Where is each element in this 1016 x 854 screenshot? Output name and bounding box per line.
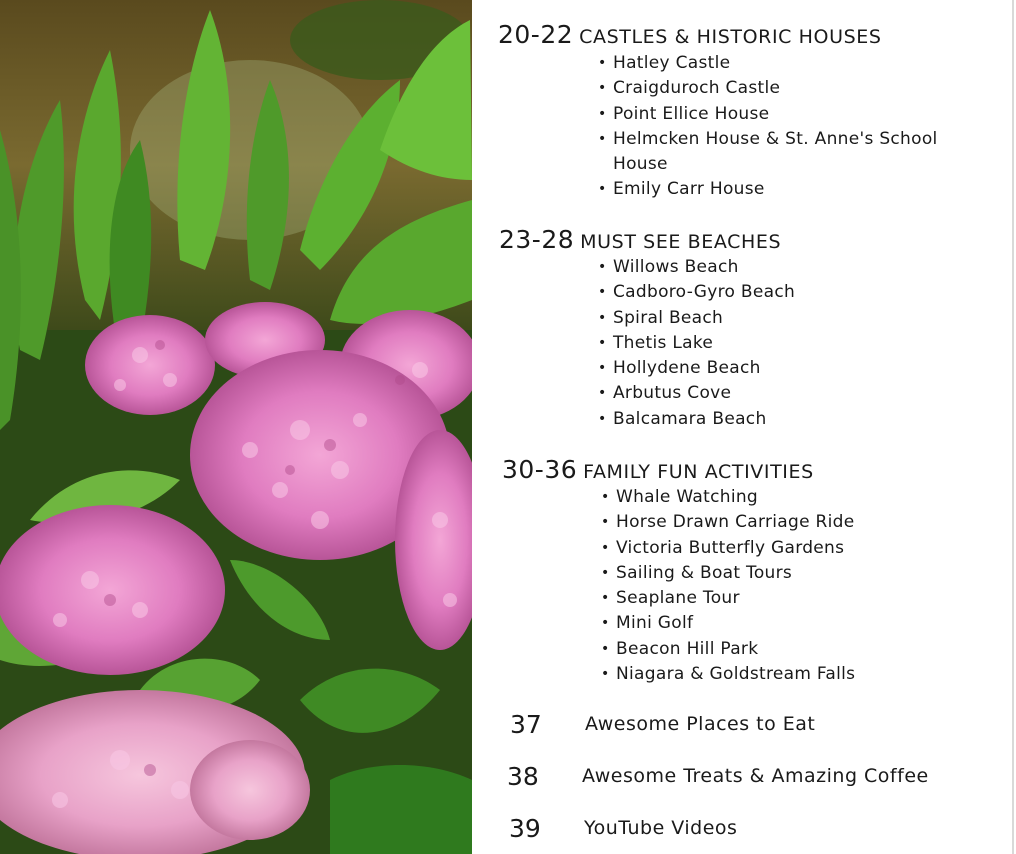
list-item: • Balcamara Beach	[598, 407, 938, 432]
section-heading	[502, 455, 814, 484]
section-title: FAMILY FUN ACTIVITIES	[583, 461, 814, 483]
list-item: • Point Ellice House	[598, 102, 938, 127]
section-title: CASTLES & HISTORIC HOUSES	[579, 26, 882, 48]
entry-page-number: 37	[510, 710, 542, 739]
toc-section-beaches	[499, 225, 781, 254]
beaches-list	[598, 255, 938, 432]
list-item: • Seaplane Tour	[601, 586, 941, 611]
list-item: • Whale Watching	[601, 485, 941, 510]
list-item: • Beacon Hill Park	[601, 637, 941, 662]
table-of-contents	[472, 0, 1012, 854]
section-title: MUST SEE BEACHES	[580, 231, 782, 253]
entry-page-number: 38	[507, 762, 539, 791]
toc-entry-youtube-videos	[509, 814, 989, 843]
list-item: • Sailing & Boat Tours	[601, 561, 941, 586]
list-item: • Victoria Butterfly Gardens	[601, 536, 941, 561]
list-item: • Cadboro-Gyro Beach	[598, 280, 938, 305]
list-item: • Thetis Lake	[598, 331, 938, 356]
family-fun-list	[601, 485, 941, 687]
section-heading	[499, 225, 781, 254]
list-item: • Niagara & Goldstream Falls	[601, 662, 941, 687]
toc-entry-treats-coffee	[507, 762, 987, 791]
entry-label: Awesome Places to Eat	[585, 713, 816, 735]
list-item: • Mini Golf	[601, 611, 941, 636]
list-item: • Emily Carr House	[598, 177, 938, 202]
hydrangea-garden-photo	[0, 0, 472, 854]
toc-entry-places-to-eat	[510, 710, 990, 739]
list-item: • Spiral Beach	[598, 306, 938, 331]
right-edge-divider	[1012, 0, 1014, 854]
section-page-range: 20-22	[498, 20, 574, 49]
section-page-range: 30-36	[502, 455, 578, 484]
castles-list	[598, 51, 938, 203]
entry-label: YouTube Videos	[584, 817, 738, 839]
section-heading	[498, 20, 882, 49]
section-page-range: 23-28	[499, 225, 575, 254]
list-item: • Willows Beach	[598, 255, 938, 280]
entry-label: Awesome Treats & Amazing Coffee	[582, 765, 929, 787]
list-item: • Arbutus Cove	[598, 381, 938, 406]
toc-section-family-fun	[502, 455, 814, 484]
list-item: • Hollydene Beach	[598, 356, 938, 381]
entry-page-number: 39	[509, 814, 541, 843]
list-item: • Hatley Castle	[598, 51, 938, 76]
toc-section-castles	[498, 20, 882, 49]
list-item: • Craigduroch Castle	[598, 76, 938, 101]
list-item: • Helmcken House & St. Anne's School House	[598, 127, 938, 178]
list-item: • Horse Drawn Carriage Ride	[601, 510, 941, 535]
